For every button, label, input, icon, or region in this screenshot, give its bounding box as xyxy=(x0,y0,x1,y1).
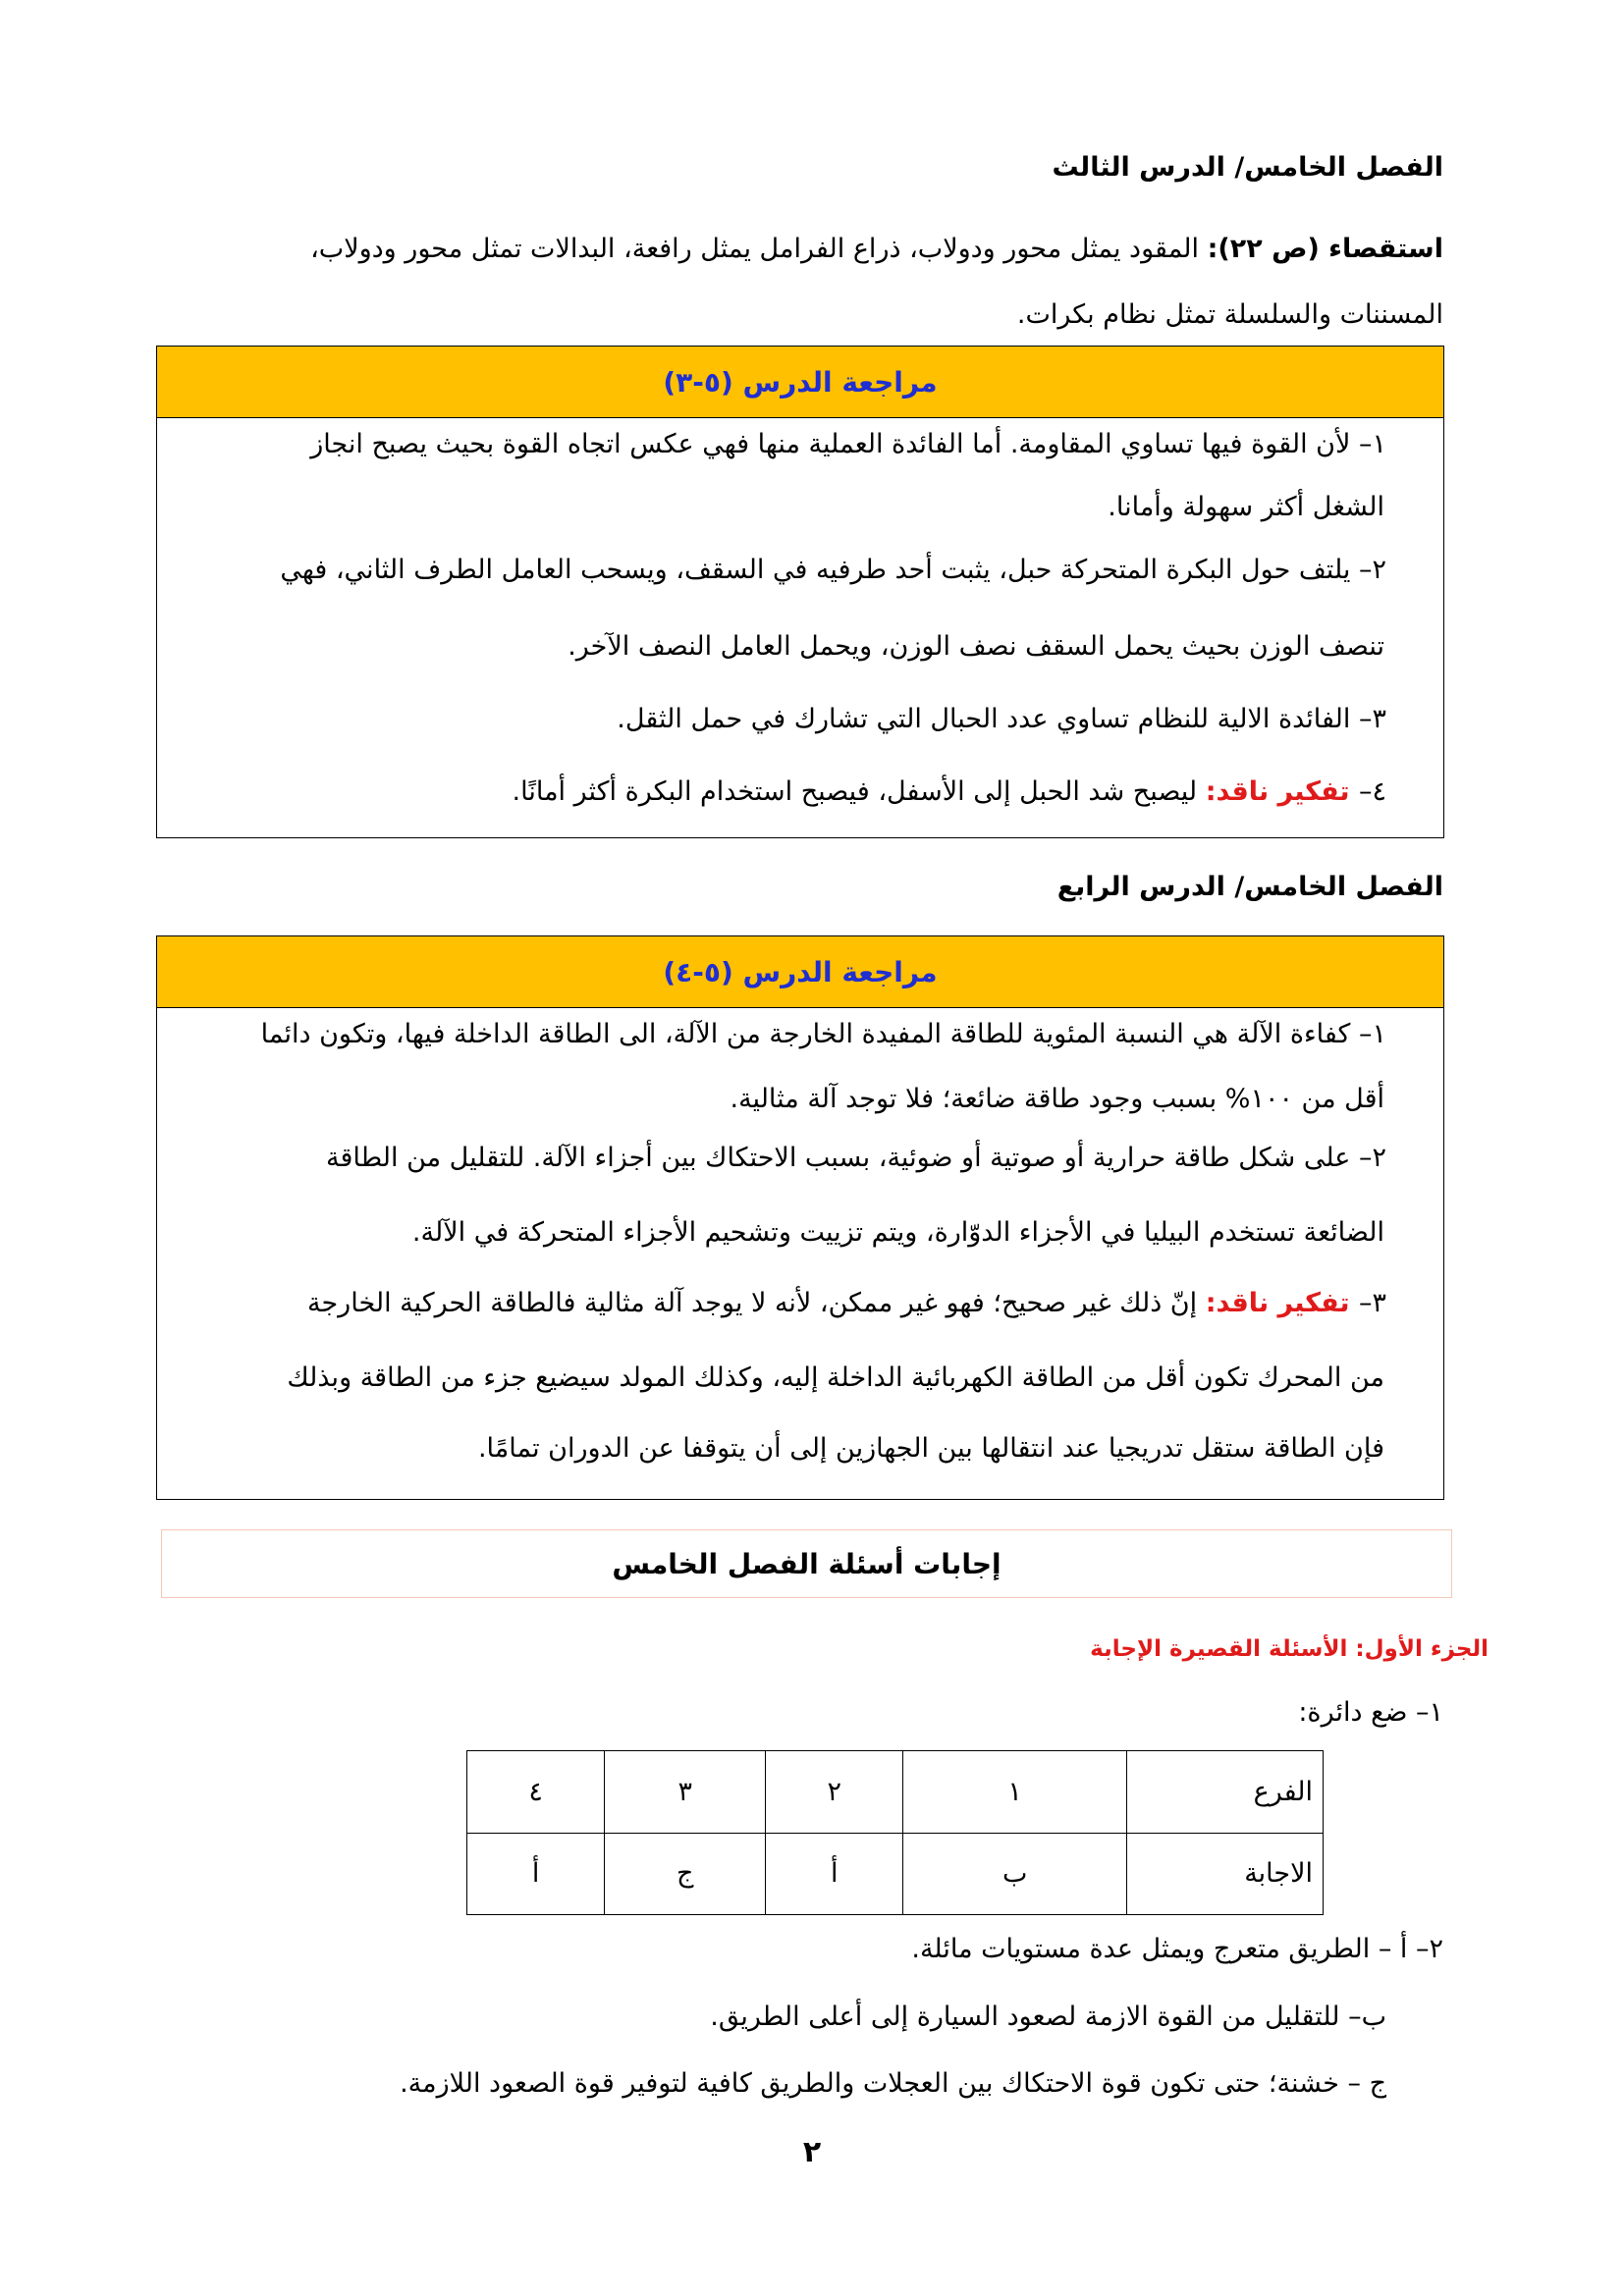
table-cell-label: الفرع xyxy=(1127,1751,1324,1834)
question-2-b: ب– للتقليل من القوة الازمة لصعود السيارة إلى أعلى الطريق. xyxy=(710,2002,1386,2032)
item-continuation: فإن الطاقة ستقل تدريجيا عند انتقالها بين الجهازين إلى أن يتوقفا عن الدوران تمامًا. xyxy=(477,1433,1384,1464)
critical-thinking-label: تفكير ناقد: xyxy=(1205,776,1359,807)
table-cell: ٢ xyxy=(766,1751,903,1834)
review-item xyxy=(261,1019,1386,1049)
item-text: إنّ ذلك غير صحيح؛ فهو غير ممكن، لأنه لا يوجد آلة مثالية فالطاقة الحركية الخارجة xyxy=(307,1288,1206,1318)
review-item xyxy=(513,776,1386,807)
inquiry-line-1 xyxy=(310,232,1443,267)
answers-table xyxy=(466,1750,1324,1915)
item-continuation: تنصف الوزن بحيث يحمل السقف نصف الوزن، ويحمل العامل النصف الآخر. xyxy=(568,631,1384,662)
item-number: ١– xyxy=(1358,429,1386,459)
table-cell: ٣ xyxy=(605,1751,766,1834)
review-title: مراجعة الدرس (٥-٣) xyxy=(157,347,1443,418)
section-heading: الفصل الخامس/ الدرس الثالث xyxy=(1052,152,1443,183)
review-title: مراجعة الدرس (٥-٤) xyxy=(157,936,1443,1008)
item-number: ١– xyxy=(1358,1019,1386,1049)
item-number: ٢– xyxy=(1358,1143,1386,1173)
item-text: ليصبح شد الحبل إلى الأسفل، فيصبح استخدام البكرة أكثر أمانًا. xyxy=(512,776,1206,807)
inquiry-label: استقصاء (ص ٢٢): xyxy=(1207,234,1443,264)
item-text: الفائدة الالية للنظام تساوي عدد الحبال التي تشارك في حمل الثقل. xyxy=(617,704,1359,734)
item-number: ٣– xyxy=(1358,704,1386,734)
lesson-review-box xyxy=(156,346,1444,838)
table-cell: أ xyxy=(467,1833,605,1915)
item-number: ٤– xyxy=(1358,776,1386,807)
section-heading: الفصل الخامس/ الدرس الرابع xyxy=(1056,872,1443,902)
table-cell-label: الاجابة xyxy=(1127,1833,1324,1915)
inquiry-text: المقود يمثل محور ودولاب، ذراع الفرامل يمثل رافعة، البدالات تمثل محور ودولاب، xyxy=(310,234,1208,264)
review-item xyxy=(307,1288,1386,1318)
table-cell: ١ xyxy=(903,1751,1127,1834)
inquiry-line-2: المسننات والسلسلة تمثل نظام بكرات. xyxy=(1016,299,1443,330)
question-1: ١– ضع دائرة: xyxy=(1298,1697,1443,1728)
item-text: لأن القوة فيها تساوي المقاومة. أما الفائدة العملية منها فهي عكس اتجاه القوة بحيث يصبح انجاز xyxy=(310,429,1359,459)
answers-banner: إجابات أسئلة الفصل الخامس xyxy=(161,1529,1452,1598)
part-title: الجزء الأول: الأسئلة القصيرة الإجابة xyxy=(1090,1636,1489,1662)
item-number: ٣– xyxy=(1358,1288,1386,1318)
table-cell: أ xyxy=(766,1833,903,1915)
table-cell: ج xyxy=(605,1833,766,1915)
item-continuation: الشغل أكثر سهولة وأمانا. xyxy=(1108,492,1384,522)
table-row xyxy=(467,1751,1324,1834)
review-item xyxy=(280,555,1386,585)
lesson-review-box xyxy=(156,935,1444,1500)
review-item xyxy=(310,429,1386,459)
critical-thinking-label: تفكير ناقد: xyxy=(1205,1288,1359,1318)
table-row xyxy=(467,1833,1324,1915)
item-continuation: الضائعة تستخدم البيليا في الأجزاء الدوّارة، ويتم تزييت وتشحيم الأجزاء المتحركة في الآلة. xyxy=(411,1217,1384,1248)
table-cell: ب xyxy=(903,1833,1127,1915)
item-text: يلتف حول البكرة المتحركة حبل، يثبت أحد طرفيه في السقف، ويسحب العامل الطرف الثاني، فهي xyxy=(280,555,1359,585)
review-item xyxy=(617,704,1386,734)
question-2-a: ٢– أ – الطريق متعرج ويمثل عدة مستويات مائلة. xyxy=(911,1934,1443,1964)
item-continuation: من المحرك تكون أقل من الطاقة الكهربائية الداخلة إليه، وكذلك المولد سيضيع جزء من الطاقة وبذلك xyxy=(287,1362,1384,1393)
table-cell: ٤ xyxy=(467,1751,605,1834)
item-continuation: أقل من ١٠٠% بسبب وجود طاقة ضائعة؛ فلا توجد آلة مثالية. xyxy=(730,1084,1384,1114)
item-text: على شكل طاقة حرارية أو صوتية أو ضوئية، بسبب الاحتكاك بين أجزاء الآلة. للتقليل من الطاقة xyxy=(326,1143,1359,1173)
item-text: كفاءة الآلة هي النسبة المئوية للطاقة المفيدة الخارجة من الآلة، الى الطاقة الداخلة فيها، وتكون دائما xyxy=(260,1019,1359,1049)
item-number: ٢– xyxy=(1358,555,1386,585)
question-2-c: ج – خشنة؛ حتى تكون قوة الاحتكاك بين العجلات والطريق كافية لتوفير قوة الصعود اللازمة. xyxy=(400,2068,1386,2099)
page-number: ٢ xyxy=(802,2135,822,2169)
review-item xyxy=(326,1143,1386,1173)
